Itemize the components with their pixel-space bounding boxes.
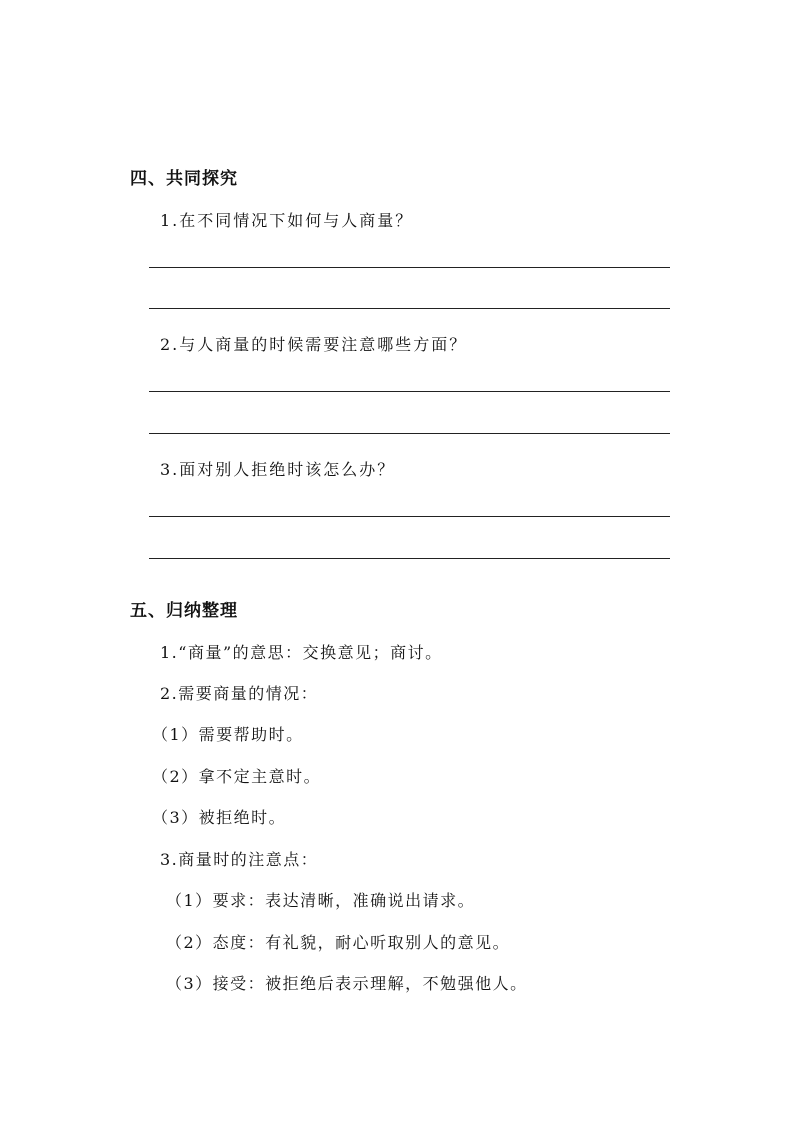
question-1: 1.在不同情况下如何与人商量？ xyxy=(160,211,414,230)
summary-point-1: 1.“商量”的意思：交换意见；商讨。 xyxy=(160,643,443,662)
section-5-heading: 五、归纳整理 xyxy=(130,601,238,621)
answer-line[interactable] xyxy=(149,558,670,559)
section-4-heading: 四、共同探究 xyxy=(130,169,238,189)
summary-point-2: 2.需要商量的情况： xyxy=(160,684,319,703)
situation-item: （1）需要帮助时。 xyxy=(152,725,304,744)
situation-item: （2）拿不定主意时。 xyxy=(152,767,322,786)
answer-line[interactable] xyxy=(149,308,670,309)
note-item: （3）接受：被拒绝后表示理解，不勉强他人。 xyxy=(166,974,528,993)
note-item: （2）态度：有礼貌，耐心听取别人的意见。 xyxy=(166,933,511,952)
note-item: （1）要求：表达清晰，准确说出请求。 xyxy=(166,891,476,910)
answer-line[interactable] xyxy=(149,516,670,517)
question-2: 2.与人商量的时候需要注意哪些方面？ xyxy=(160,335,468,354)
answer-line[interactable] xyxy=(149,267,670,268)
situation-item: （3）被拒绝时。 xyxy=(152,808,287,827)
summary-point-3: 3.商量时的注意点： xyxy=(160,850,319,869)
question-3: 3.面对别人拒绝时该怎么办？ xyxy=(160,460,396,479)
answer-line[interactable] xyxy=(149,391,670,392)
answer-line[interactable] xyxy=(149,433,670,434)
